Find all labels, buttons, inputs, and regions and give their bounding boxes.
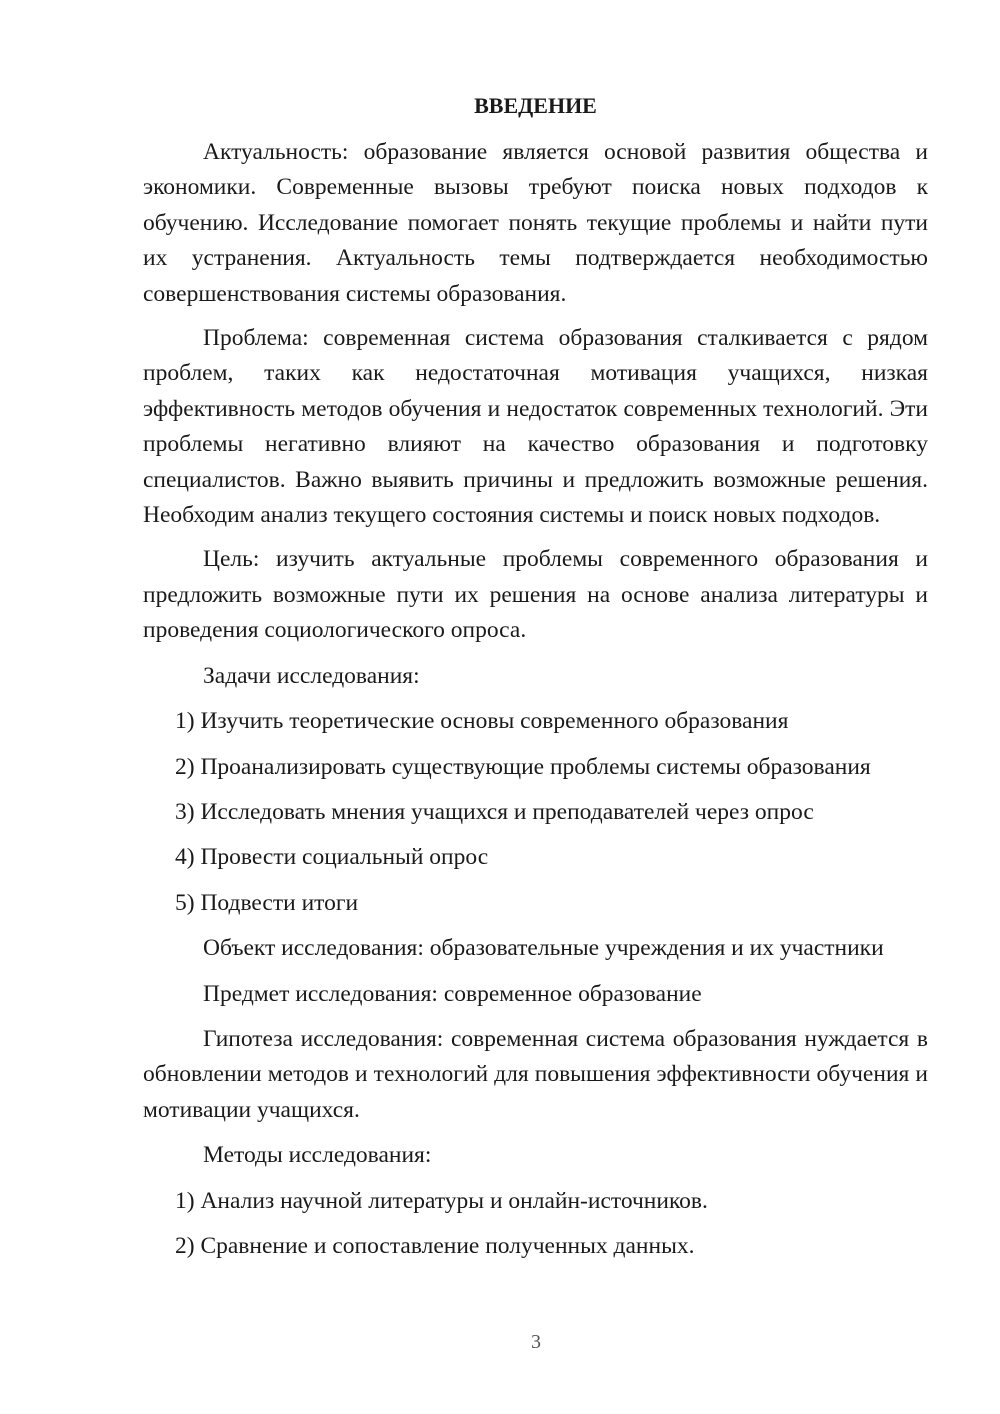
method-item: 1) Анализ научной литературы и онлайн-источников. (175, 1187, 708, 1214)
research-object: Объект исследования: образовательные учреждения и их участники (203, 935, 884, 962)
tasks-label: Задачи исследования: (203, 662, 420, 689)
page-number: 3 (531, 1331, 541, 1353)
task-item: 3) Исследовать мнения учащихся и преподавателей через опрос (175, 798, 814, 825)
paragraph-goal: Цель: изучить актуальные проблемы современного образования и предложить возможные пути их решения на основе анализа литературы и проведения социологического опроса. (143, 546, 928, 644)
section-title: ВВЕДЕНИЕ (474, 93, 597, 118)
method-item: 2) Сравнение и сопоставление полученных данных. (175, 1232, 695, 1259)
document-page (143, 88, 928, 1264)
task-item: 1) Изучить теоретические основы современного образования (175, 708, 789, 735)
research-hypothesis: Гипотеза исследования: современная система образования нуждается в обновлении методов и технологий для повышения эффективности обучения и мотивации учащихся. (143, 1025, 928, 1123)
methods-label: Методы исследования: (203, 1142, 432, 1169)
task-item: 4) Провести социальный опрос (175, 844, 489, 871)
task-item: 2) Проанализировать существующие проблемы системы образования (175, 753, 871, 780)
task-item: 5) Подвести итоги (175, 889, 359, 916)
research-subject: Предмет исследования: современное образование (203, 980, 702, 1007)
paragraph-relevance: Актуальность: образование является основой развития общества и экономики. Современные вызовы требуют поиска новых подходов к обучению. Исследование помогает понять текущие проблемы и найти пути их устранения. Актуальность темы подтверждается необходимостью совершенствования системы образования. (143, 139, 928, 307)
paragraph-problem: Проблема: современная система образования сталкивается с рядом проблем, таких как недостаточная мотивация учащихся, низкая эффективность методов обучения и недостаток современных технологий. Эти проблемы негативно влияют на качество образования и подготовку специалистов. Важно выявить причины и предложить возможные решения. Необходим анализ текущего состояния системы и поиск новых подходов. (143, 325, 928, 529)
